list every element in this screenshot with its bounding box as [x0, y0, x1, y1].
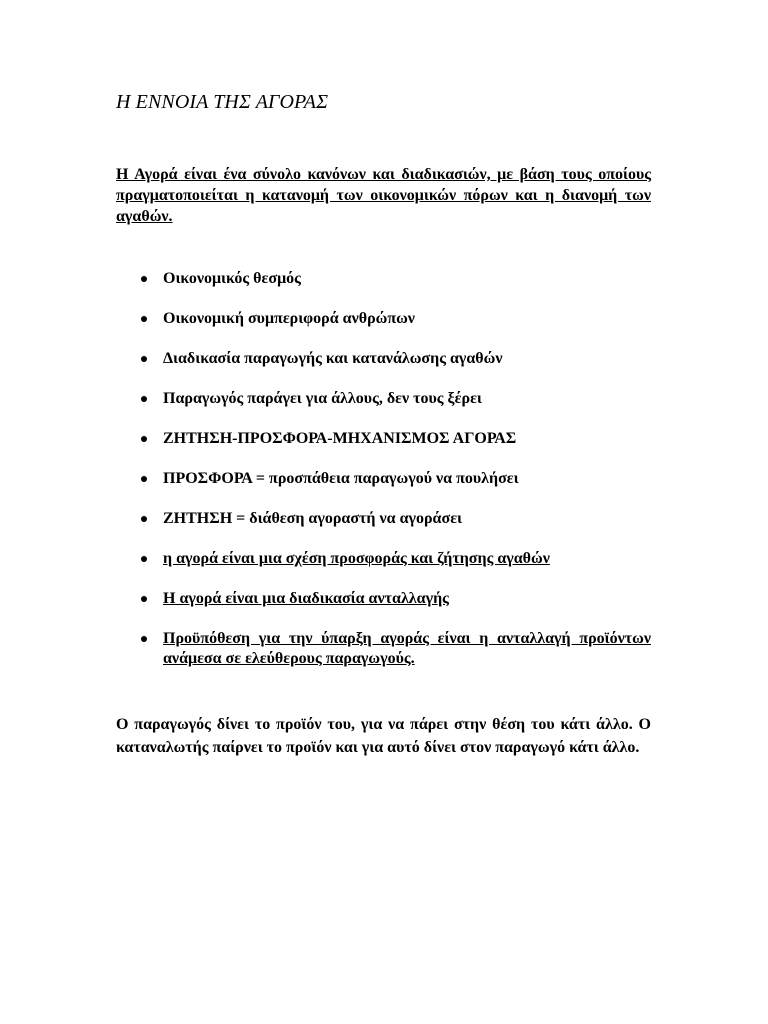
bullet-item [0, 387, 768, 427]
bullet-item [0, 627, 768, 667]
bullet-dot-icon [141, 356, 147, 362]
bullet-dot-icon [141, 556, 147, 562]
bullet-text: ΠΡΟΣΦΟΡΑ = προσπάθεια παραγωγού να πουλήσει [163, 470, 519, 487]
bullet-text: η αγορά είναι μια σχέση προσφοράς και ζήτησης αγαθών [163, 550, 550, 567]
bullet-text: ΖΗΤΗΣΗ-ΠΡΟΣΦΟΡΑ-ΜΗΧΑΝΙΣΜΟΣ ΑΓΟΡΑΣ [163, 430, 517, 447]
bullet-dot-icon [141, 476, 147, 482]
bullet-dot-icon [141, 396, 147, 402]
bullet-item [0, 587, 768, 627]
bullet-text: Παραγωγός παράγει για άλλους, δεν τους ξέρει [163, 390, 482, 407]
closing-paragraph: Ο παραγωγός δίνει το προϊόν του, για να πάρει στην θέση του κάτι άλλο. Ο καταναλωτής παίρνει το προϊόν και για αυτό δίνει στον παραγωγό κάτι άλλο. [116, 716, 651, 756]
definition-paragraph: Η Αγορά είναι ένα σύνολο κανόνων και διαδικασιών, με βάση τους οποίους πραγματοποιείται η κατανομή των οικονομικών πόρων και η διανομή των αγαθών. [116, 166, 651, 225]
bullet-item [0, 267, 768, 307]
bullet-dot-icon [141, 316, 147, 322]
bullet-text: Προϋπόθεση για την ύπαρξη αγοράς είναι η ανταλλαγή προϊόντων ανάμεσα σε ελεύθερους παραγωγούς. [163, 630, 651, 667]
bullet-dot-icon [141, 436, 147, 442]
bullet-text: ΖΗΤΗΣΗ = διάθεση αγοραστή να αγοράσει [163, 510, 462, 527]
bullet-text: Οικονομικός θεσμός [163, 270, 301, 287]
document-title: Η ΕΝΝΟΙΑ ΤΗΣ ΑΓΟΡΑΣ [116, 91, 329, 113]
bullet-item [0, 347, 768, 387]
bullet-list [0, 267, 768, 667]
bullet-item [0, 547, 768, 587]
bullet-item [0, 507, 768, 547]
bullet-dot-icon [141, 636, 147, 642]
bullet-item [0, 427, 768, 467]
bullet-item [0, 467, 768, 507]
bullet-text: Διαδικασία παραγωγής και κατανάλωσης αγαθών [163, 350, 503, 367]
bullet-text: Οικονομική συμπεριφορά ανθρώπων [163, 310, 415, 327]
bullet-item [0, 307, 768, 347]
bullet-dot-icon [141, 276, 147, 282]
bullet-dot-icon [141, 596, 147, 602]
bullet-text: Η αγορά είναι μια διαδικασία ανταλλαγής [163, 590, 449, 607]
bullet-dot-icon [141, 516, 147, 522]
